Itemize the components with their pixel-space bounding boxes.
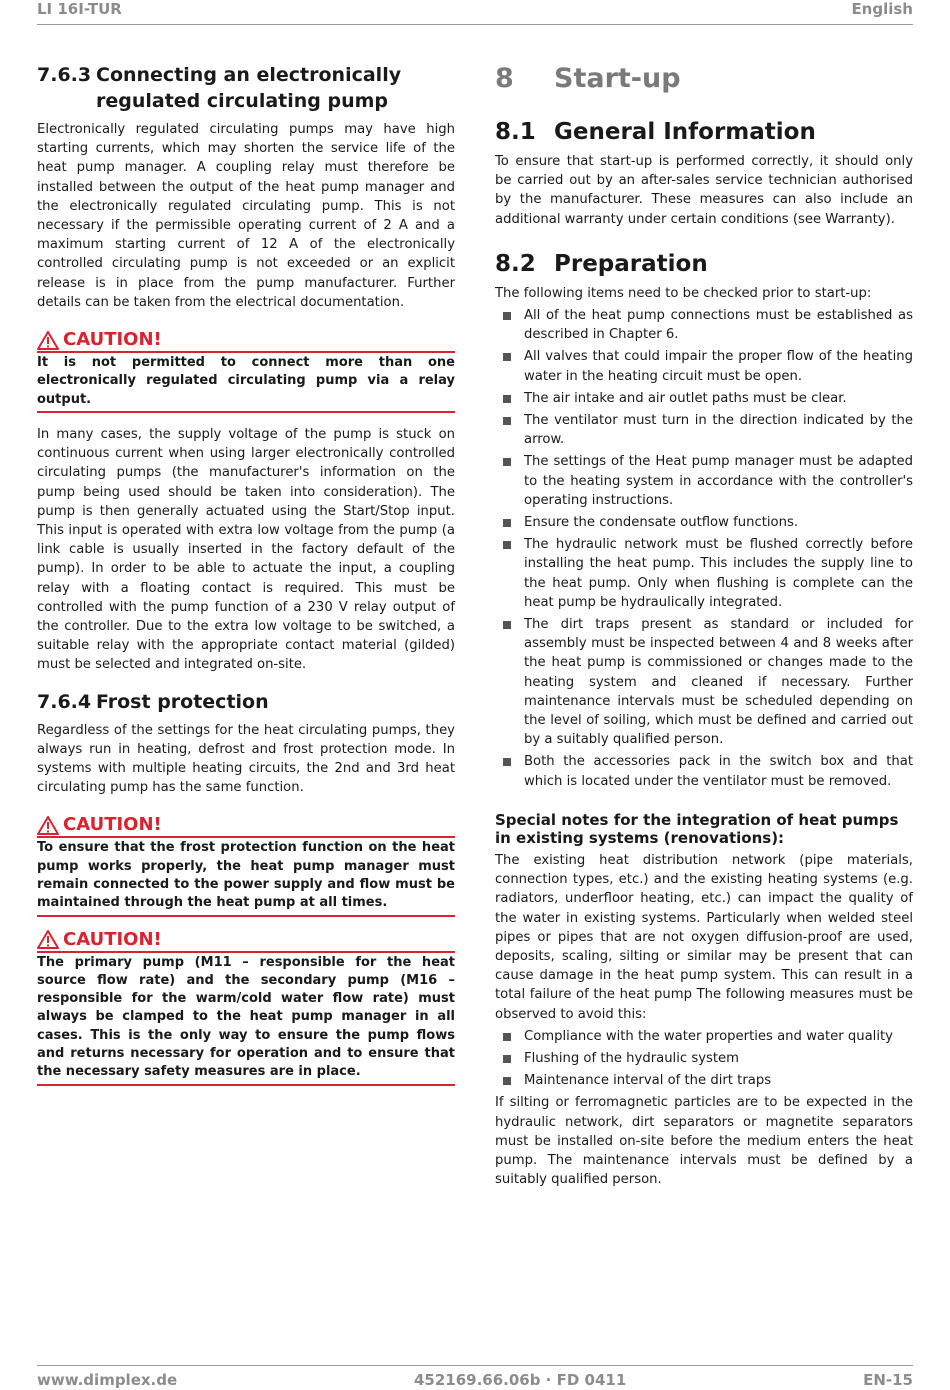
section-7-6-3-heading bbox=[37, 62, 455, 114]
caution-header bbox=[37, 814, 455, 838]
bullet-square-icon bbox=[503, 458, 511, 466]
section-number: 8.2 bbox=[495, 250, 536, 277]
bullet-square-icon bbox=[503, 758, 511, 766]
list-item: The hydraulic network must be flushed correctly before installing the heat pump. This includes the supply line to the heat pump. Only when flushing is complete can the heat pump be hydraulically integrated. bbox=[495, 535, 913, 612]
list-item: All valves that could impair the proper flow of the heating water in the heating circuit must be open. bbox=[495, 347, 913, 385]
renovation-measures-list bbox=[495, 1027, 913, 1091]
preparation-checklist bbox=[495, 306, 913, 791]
caution-box bbox=[37, 814, 455, 916]
bullet-square-icon bbox=[503, 395, 511, 403]
paragraph: Regardless of the settings for the heat circulating pumps, they always run in heating, defrost and frost protection mode. In systems with multiple heating circuits, the 2nd and 3rd heat circulating pump has the same function. bbox=[37, 722, 455, 796]
caution-header bbox=[37, 929, 455, 953]
list-item: The air intake and air outlet paths must be clear. bbox=[495, 389, 913, 408]
paragraph: The existing heat distribution network (pipe materials, connection types, etc.) and the existing heating systems (e.g. radiators, underfloor heating, etc.) can impact the quality of the water in existing systems. Particularly when welded steel pipes or pipes that are not oxygen diffusion-proof are used, deposits, scaling, silting or similar may be present that can cause damage in the heat pump system. This can result in a total failure of the heat pump The following measures must be observed to avoid this: bbox=[495, 852, 913, 1022]
list-item: The dirt traps present as standard or included for assembly must be inspected between 4 and 8 weeks after the heat pump is commissioned or changes made to the heating system and cleaned if necessary. Further maintenance intervals must be scheduled depending on the level of soiling, which must be defined and carried out by a suitably qualified person. bbox=[495, 615, 913, 749]
page-footer bbox=[37, 1365, 913, 1390]
caution-box bbox=[37, 929, 455, 1086]
footer-page-number: EN-15 bbox=[863, 1371, 913, 1389]
bullet-square-icon bbox=[503, 353, 511, 361]
footer-website: www.dimplex.de bbox=[37, 1371, 178, 1389]
paragraph: To ensure that start-up is performed correctly, it should only be carried out by an after-sales service technician authorised by the manufacturer. These measures can also include an additional warranty under certain conditions (see Warranty). bbox=[495, 154, 913, 227]
section-title: Frost protection bbox=[96, 690, 269, 713]
bullet-square-icon bbox=[503, 1077, 511, 1085]
chapter-number: 8 bbox=[495, 63, 514, 94]
section-title: Connecting an electronically regulated circulating pump bbox=[96, 64, 402, 112]
section-number: 8.1 bbox=[495, 119, 536, 145]
bullet-square-icon bbox=[503, 1055, 511, 1063]
bullet-square-icon bbox=[503, 417, 511, 425]
page-header bbox=[37, 0, 913, 25]
list-item: Both the accessories pack in the switch box and that which is located under the ventilator must be removed. bbox=[495, 752, 913, 790]
bullet-square-icon bbox=[503, 519, 511, 527]
list-item: The ventilator must turn in the direction indicated by the arrow. bbox=[495, 411, 913, 449]
caution-label: CAUTION! bbox=[63, 329, 162, 351]
list-item: All of the heat pump connections must be established as described in Chapter 6. bbox=[495, 306, 913, 344]
warning-triangle-icon bbox=[37, 930, 59, 949]
list-item: The settings of the Heat pump manager must be adapted to the heating system in accordance with the controller's operating instructions. bbox=[495, 452, 913, 510]
bullet-square-icon bbox=[503, 1033, 511, 1041]
footer-document-number: 452169.66.06b · FD 0411 bbox=[413, 1371, 627, 1389]
paragraph: The following items need to be checked prior to start-up: bbox=[495, 285, 872, 301]
section-number: 7.6.3 bbox=[37, 64, 92, 86]
left-column bbox=[37, 62, 455, 1086]
list-item: Ensure the condensate outflow functions. bbox=[495, 513, 913, 532]
paragraph: Electronically regulated circulating pumps may have high starting currents, which may shorten the service life of the heat pump manager. A coupling relay must therefore be installed between the output of the heat pump manager and the electronically regulated circulating pump. This is not necessary if the permissible operating current of 2 A and a maximum starting current of 12 A of the electronically controlled circulating pump is not exceeded or an explicit release is in place from the pump manufacturer. Further details can be taken from the electrical documentation. bbox=[37, 122, 455, 310]
chapter-title: Start-up bbox=[554, 63, 681, 94]
section-number: 7.6.4 bbox=[37, 690, 92, 713]
caution-header bbox=[37, 329, 455, 353]
caution-box bbox=[37, 329, 455, 413]
section-8-1-heading bbox=[495, 117, 913, 147]
right-column bbox=[495, 62, 913, 1189]
caution-text: The primary pump (M11 – responsible for the heat source flow rate) and the secondary pump (M16 – responsible for the warm/cold water flow rate) must always be clamped to the heat pump manager in all cases. This is the only way to ensure the pump flows and returns necessary for operation and to ensure that the necessary safety measures are in place. bbox=[37, 953, 455, 1086]
warning-triangle-icon bbox=[37, 331, 59, 350]
warning-triangle-icon bbox=[37, 816, 59, 835]
section-7-6-4-heading bbox=[37, 689, 455, 715]
section-title: General Information bbox=[554, 119, 816, 145]
caution-text: To ensure that the frost protection function on the heat pump works properly, the heat pump manager must remain connected to the power supply and flow must be maintained through the heat pump at all times. bbox=[37, 838, 455, 916]
caution-text: It is not permitted to connect more than one electronically regulated circulating pump via a relay output. bbox=[37, 353, 455, 413]
paragraph: If silting or ferromagnetic particles are to be expected in the hydraulic network, dirt separators or magnetite separators must be installed on-site before the medium enters the heat pump. The maintenance intervals must be defined by a suitably qualified person. bbox=[495, 1095, 913, 1188]
bullet-square-icon bbox=[503, 541, 511, 549]
caution-label: CAUTION! bbox=[63, 928, 162, 950]
paragraph: In many cases, the supply voltage of the pump is stuck on continuous current when using larger electronically controlled circulating pumps (the manufacturer's information on the pump being used should be taken into consideration). The pump is then generally actuated using the Start/Stop input. This input is operated with extra low voltage from the pump (a link cable is usually inserted in the factory default of the pump). In order to be able to actuate the input, a coupling relay with a floating contact is required. This must be controlled with the pump function of a 230 V relay output of the controller. Due to the extra low voltage to be switched, a suitable relay with the appropriate contact material (gilded) must be selected and integrated on-site. bbox=[37, 426, 455, 673]
list-item: Maintenance interval of the dirt traps bbox=[495, 1071, 913, 1090]
section-title: Preparation bbox=[554, 250, 708, 277]
special-notes-heading: Special notes for the integration of heat pumps in existing systems (renovations): bbox=[495, 810, 899, 847]
bullet-square-icon bbox=[503, 312, 511, 320]
bullet-square-icon bbox=[503, 621, 511, 629]
chapter-8-heading bbox=[495, 62, 913, 96]
header-model: LI 16I-TUR bbox=[37, 0, 122, 18]
header-language: English bbox=[851, 0, 913, 18]
list-item: Compliance with the water properties and water quality bbox=[495, 1027, 913, 1046]
section-8-2-heading bbox=[495, 249, 913, 279]
caution-label: CAUTION! bbox=[63, 814, 162, 836]
list-item: Flushing of the hydraulic system bbox=[495, 1049, 913, 1068]
